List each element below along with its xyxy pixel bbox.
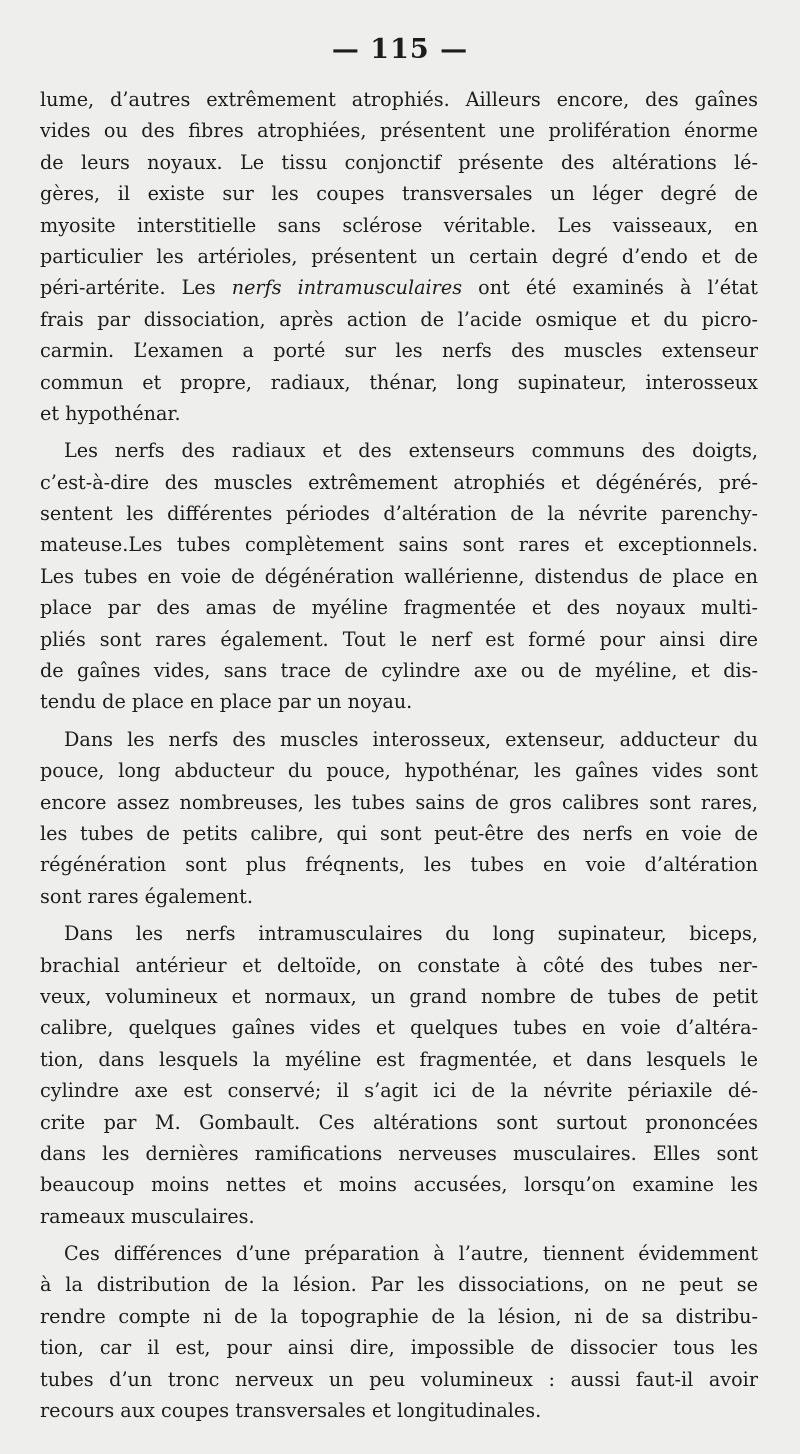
paragraph-2 [40, 435, 758, 718]
text-line: de gaînes vides, sans trace de cylindre axe ou de myéline, et dis- [40, 659, 758, 683]
paragraph-5 [40, 1238, 758, 1426]
paragraph-1 [40, 84, 758, 429]
text-line: gères, il existe sur les coupes transversales un léger degré de [40, 182, 758, 206]
text-line: rameaux musculaires. [40, 1204, 255, 1228]
text-line: recours aux coupes transversales et longitudinales. [40, 1399, 542, 1423]
text-line: et hypothénar. [40, 401, 181, 425]
paragraph-4 [40, 918, 758, 1232]
text-line: régénération sont plus fréqnents, les tubes en voie d’altération [40, 853, 758, 877]
body-text [40, 84, 758, 1426]
italic-phrase: nerfs intramusculaires [231, 276, 463, 300]
text-line: encore assez nombreuses, les tubes sains de gros calibres sont rares, [40, 790, 758, 814]
text-line: frais par dissociation, après action de l’acide osmique et du picro- [40, 307, 758, 331]
text-line: calibre, quelques gaînes vides et quelques tubes en voie d’altéra- [40, 1016, 758, 1040]
text-line: crite par M. Gombault. Ces altérations sont surtout prononcées [40, 1110, 758, 1134]
text-line: dans les dernières ramifications nerveuses musculaires. Elles sont [40, 1141, 758, 1165]
text-line: cylindre axe est conservé; il s’agit ici de la névrite périaxile dé- [40, 1079, 758, 1103]
line-head: péri-artérite. Les [40, 276, 232, 300]
text-line: de leurs noyaux. Le tissu conjonctif présente des altérations lé- [40, 150, 758, 174]
text-line: c’est-à-dire des muscles extrêmement atrophiés et dégénérés, pré- [40, 470, 758, 494]
text-line: Dans les nerfs intramusculaires du long supinateur, biceps, [64, 922, 758, 946]
text-line: pliés sont rares également. Tout le nerf est formé pour ainsi dire [40, 627, 758, 651]
text-line: vides ou des fibres atrophiées, présentent une prolifération énorme [40, 119, 758, 143]
text-line: mateuse.Les tubes complètement sains sont rares et exceptionnels. [40, 533, 758, 557]
line-tail: ont été examinés à l’état [462, 276, 758, 300]
text-line: sont rares également. [40, 884, 253, 908]
text-line: sentent les différentes périodes d’altération de la névrite parenchy- [40, 502, 758, 526]
text-line: myosite interstitielle sans sclérose véritable. Les vaisseaux, en [40, 213, 758, 237]
text-line: pouce, long abducteur du pouce, hypothénar, les gaînes vides sont [40, 759, 758, 783]
text-line: veux, volumineux et normaux, un grand nombre de tubes de petit [40, 984, 758, 1008]
text-line: Dans les nerfs des muscles interosseux, extenseur, adducteur du [64, 727, 758, 751]
text-line: beaucoup moins nettes et moins accusées, lorsqu’on examine les [40, 1173, 758, 1197]
text-line: à la distribution de la lésion. Par les dissociations, on ne peut se [40, 1273, 758, 1297]
text-line: particulier les artérioles, présentent un certain degré d’endo et de [40, 244, 758, 268]
text-line: Les tubes en voie de dégénération wallérienne, distendus de place en [40, 564, 758, 588]
page-number: — 115 — [331, 34, 469, 65]
text-line: rendre compte ni de la topographie de la lésion, ni de sa distribu- [40, 1304, 758, 1328]
text-line: les tubes de petits calibre, qui sont peut-être des nerfs en voie de [40, 821, 758, 845]
text-line: commun et propre, radiaux, thénar, long supinateur, interosseux [40, 370, 758, 394]
text-line: Les nerfs des radiaux et des extenseurs communs des doigts, [64, 439, 758, 463]
text-line: tion, car il est, pour ainsi dire, impossible de dissocier tous les [40, 1336, 758, 1360]
paragraph-3 [40, 724, 758, 912]
text-line-with-italic [40, 272, 758, 303]
text-line: tubes d’un tronc nerveux un peu volumineux : aussi faut-il avoir [40, 1367, 758, 1391]
text-line: carmin. L’examen a porté sur les nerfs des muscles extenseur [40, 339, 758, 363]
text-line: Ces différences d’une préparation à l’autre, tiennent évidemment [64, 1242, 758, 1266]
text-line: place par des amas de myéline fragmentée et des noyaux multi- [40, 596, 758, 620]
text-line: tendu de place en place par un noyau. [40, 690, 413, 714]
text-line: tion, dans lesquels la myéline est fragmentée, et dans lesquels le [40, 1047, 758, 1071]
text-line: brachial antérieur et deltoïde, on constate à côté des tubes ner- [40, 953, 758, 977]
text-line: lume, d’autres extrêmement atrophiés. Ailleurs encore, des gaînes [40, 88, 758, 111]
